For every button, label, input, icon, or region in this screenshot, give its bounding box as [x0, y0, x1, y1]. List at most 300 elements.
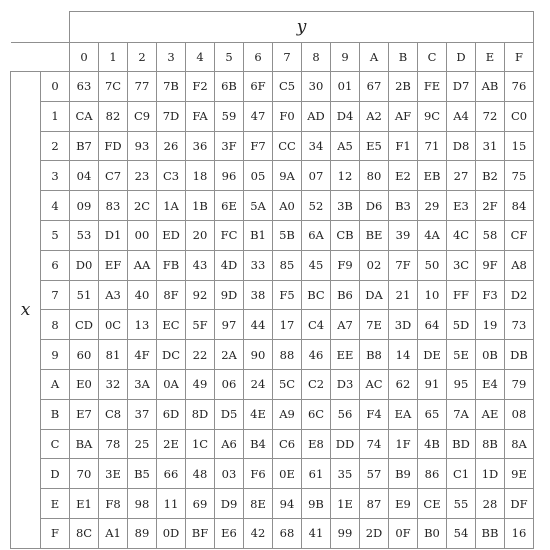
- table-cell: 93: [128, 131, 157, 161]
- table-cell: 4D: [215, 250, 244, 280]
- table-cell: 83: [99, 191, 128, 221]
- table-cell: 3F: [215, 131, 244, 161]
- table-cell: 19: [476, 310, 505, 340]
- table-cell: 60: [70, 340, 99, 370]
- table-cell: 9B: [302, 489, 331, 519]
- column-header: E: [476, 43, 505, 72]
- table-cell: 43: [186, 250, 215, 280]
- table-cell: CF: [505, 220, 534, 250]
- table-cell: C3: [157, 161, 186, 191]
- table-cell: C9: [128, 101, 157, 131]
- table-cell: E7: [70, 399, 99, 429]
- table-cell: 05: [244, 161, 273, 191]
- column-header: 4: [186, 43, 215, 72]
- column-header: 9: [331, 43, 360, 72]
- table-cell: 69: [186, 489, 215, 519]
- table-cell: 0C: [99, 310, 128, 340]
- table-row: [11, 220, 534, 250]
- table-cell: 73: [505, 310, 534, 340]
- table-row: [11, 459, 534, 489]
- table-cell: D2: [505, 280, 534, 310]
- table-cell: 71: [418, 131, 447, 161]
- table-cell: 27: [447, 161, 476, 191]
- table-cell: 90: [244, 340, 273, 370]
- table-cell: 78: [99, 429, 128, 459]
- table-cell: F3: [476, 280, 505, 310]
- table-cell: 8F: [157, 280, 186, 310]
- table-cell: 1C: [186, 429, 215, 459]
- table-cell: 7F: [389, 250, 418, 280]
- table-cell: B9: [389, 459, 418, 489]
- table-cell: C7: [99, 161, 128, 191]
- table-cell: DC: [157, 340, 186, 370]
- table-cell: 1B: [186, 191, 215, 221]
- table-cell: 62: [389, 369, 418, 399]
- table-cell: 07: [302, 161, 331, 191]
- table-cell: 04: [70, 161, 99, 191]
- table-cell: 2C: [128, 191, 157, 221]
- table-cell: 11: [157, 489, 186, 519]
- table-cell: 61: [302, 459, 331, 489]
- table-cell: 0F: [389, 518, 418, 548]
- table-cell: B4: [244, 429, 273, 459]
- row-header: 6: [41, 250, 70, 280]
- table-cell: E0: [70, 369, 99, 399]
- table-cell: B1: [244, 220, 273, 250]
- table-cell: 9A: [273, 161, 302, 191]
- table-cell: 3A: [128, 369, 157, 399]
- table-cell: 3E: [99, 459, 128, 489]
- table-cell: 8E: [244, 489, 273, 519]
- row-header: 2: [41, 131, 70, 161]
- table-cell: 1A: [157, 191, 186, 221]
- table-cell: EE: [331, 340, 360, 370]
- table-cell: 84: [505, 191, 534, 221]
- column-header: 5: [215, 43, 244, 72]
- table-cell: F7: [244, 131, 273, 161]
- table-cell: B6: [331, 280, 360, 310]
- table-cell: 76: [505, 72, 534, 102]
- table-cell: DB: [505, 340, 534, 370]
- blank-corner: [11, 12, 70, 43]
- table-cell: 46: [302, 340, 331, 370]
- table-cell: 66: [157, 459, 186, 489]
- table-cell: 8B: [476, 429, 505, 459]
- table-cell: FA: [186, 101, 215, 131]
- table-cell: 59: [215, 101, 244, 131]
- table-cell: D0: [70, 250, 99, 280]
- table-cell: 51: [70, 280, 99, 310]
- table-cell: A3: [99, 280, 128, 310]
- table-cell: 50: [418, 250, 447, 280]
- table-cell: BA: [70, 429, 99, 459]
- table-cell: CB: [331, 220, 360, 250]
- table-cell: 34: [302, 131, 331, 161]
- table-cell: EB: [418, 161, 447, 191]
- table-cell: 95: [447, 369, 476, 399]
- table-cell: A0: [273, 191, 302, 221]
- table-cell: D1: [99, 220, 128, 250]
- table-row: [11, 518, 534, 548]
- table-cell: EC: [157, 310, 186, 340]
- table-row: [11, 280, 534, 310]
- table-cell: F5: [273, 280, 302, 310]
- table-cell: 40: [128, 280, 157, 310]
- table-cell: 03: [215, 459, 244, 489]
- table-cell: A7: [331, 310, 360, 340]
- table-cell: A6: [215, 429, 244, 459]
- table-cell: 2B: [389, 72, 418, 102]
- table-cell: 3B: [331, 191, 360, 221]
- table-cell: 17: [273, 310, 302, 340]
- table-cell: BE: [360, 220, 389, 250]
- table-row: [11, 72, 534, 102]
- column-header: F: [505, 43, 534, 72]
- x-axis-label: x: [11, 72, 41, 549]
- table-cell: D6: [360, 191, 389, 221]
- table-cell: CC: [273, 131, 302, 161]
- table-cell: 7C: [99, 72, 128, 102]
- table-row: [11, 429, 534, 459]
- table-cell: 2D: [360, 518, 389, 548]
- table-cell: 01: [331, 72, 360, 102]
- table-cell: CD: [70, 310, 99, 340]
- table-cell: D9: [215, 489, 244, 519]
- table-cell: 45: [302, 250, 331, 280]
- table-cell: C4: [302, 310, 331, 340]
- table-cell: 63: [70, 72, 99, 102]
- column-header: A: [360, 43, 389, 72]
- table-cell: F6: [244, 459, 273, 489]
- table-row: [11, 369, 534, 399]
- table-cell: 02: [360, 250, 389, 280]
- table-cell: 75: [505, 161, 534, 191]
- table-cell: F2: [186, 72, 215, 102]
- table-cell: A1: [99, 518, 128, 548]
- table-cell: 80: [360, 161, 389, 191]
- table-cell: 55: [447, 489, 476, 519]
- table-cell: DA: [360, 280, 389, 310]
- table-cell: C6: [273, 429, 302, 459]
- column-header: 6: [244, 43, 273, 72]
- table-cell: 0D: [157, 518, 186, 548]
- row-header: 3: [41, 161, 70, 191]
- table-cell: 1E: [331, 489, 360, 519]
- table-cell: 65: [418, 399, 447, 429]
- table-cell: BF: [186, 518, 215, 548]
- table-cell: 4A: [418, 220, 447, 250]
- table-cell: B2: [476, 161, 505, 191]
- table-cell: 7B: [157, 72, 186, 102]
- sbox-body: [11, 12, 534, 549]
- row-header: 1: [41, 101, 70, 131]
- table-cell: 4F: [128, 340, 157, 370]
- table-cell: B7: [70, 131, 99, 161]
- table-cell: 7D: [157, 101, 186, 131]
- table-cell: A4: [447, 101, 476, 131]
- table-cell: E2: [389, 161, 418, 191]
- table-cell: E8: [302, 429, 331, 459]
- column-header: 0: [70, 43, 99, 72]
- table-cell: 77: [128, 72, 157, 102]
- table-cell: 82: [99, 101, 128, 131]
- row-header: 4: [41, 191, 70, 221]
- table-row: [11, 489, 534, 519]
- table-cell: 8D: [186, 399, 215, 429]
- table-cell: 88: [273, 340, 302, 370]
- table-cell: 09: [70, 191, 99, 221]
- table-cell: E4: [476, 369, 505, 399]
- table-cell: 9E: [505, 459, 534, 489]
- table-cell: 99: [331, 518, 360, 548]
- table-cell: 20: [186, 220, 215, 250]
- table-cell: FE: [418, 72, 447, 102]
- table-cell: FD: [99, 131, 128, 161]
- table-cell: 41: [302, 518, 331, 548]
- table-cell: 87: [360, 489, 389, 519]
- table-cell: 98: [128, 489, 157, 519]
- table-cell: 58: [476, 220, 505, 250]
- table-cell: 81: [99, 340, 128, 370]
- table-cell: F9: [331, 250, 360, 280]
- column-header: B: [389, 43, 418, 72]
- table-cell: 10: [418, 280, 447, 310]
- table-cell: B0: [418, 518, 447, 548]
- table-cell: 30: [302, 72, 331, 102]
- table-cell: 35: [331, 459, 360, 489]
- table-cell: BB: [476, 518, 505, 548]
- table-cell: 23: [128, 161, 157, 191]
- table-cell: A9: [273, 399, 302, 429]
- row-header: 8: [41, 310, 70, 340]
- table-cell: 68: [273, 518, 302, 548]
- table-cell: FC: [215, 220, 244, 250]
- table-cell: 31: [476, 131, 505, 161]
- column-header: C: [418, 43, 447, 72]
- table-cell: 9D: [215, 280, 244, 310]
- table-cell: 5E: [447, 340, 476, 370]
- table-cell: 70: [70, 459, 99, 489]
- table-cell: 0E: [273, 459, 302, 489]
- table-cell: 15: [505, 131, 534, 161]
- table-cell: 9C: [418, 101, 447, 131]
- table-cell: 39: [389, 220, 418, 250]
- table-cell: 49: [186, 369, 215, 399]
- table-cell: CA: [70, 101, 99, 131]
- table-cell: 91: [418, 369, 447, 399]
- table-cell: D4: [331, 101, 360, 131]
- column-header: 8: [302, 43, 331, 72]
- table-cell: 12: [331, 161, 360, 191]
- table-cell: E9: [389, 489, 418, 519]
- table-cell: 48: [186, 459, 215, 489]
- table-row: [11, 340, 534, 370]
- column-header-row: [11, 43, 534, 72]
- table-cell: B5: [128, 459, 157, 489]
- table-cell: C0: [505, 101, 534, 131]
- table-cell: 21: [389, 280, 418, 310]
- table-cell: 85: [273, 250, 302, 280]
- table-cell: 57: [360, 459, 389, 489]
- table-cell: BD: [447, 429, 476, 459]
- table-cell: 18: [186, 161, 215, 191]
- row-header: E: [41, 489, 70, 519]
- table-cell: EF: [99, 250, 128, 280]
- table-cell: 97: [215, 310, 244, 340]
- table-cell: 79: [505, 369, 534, 399]
- table-cell: 14: [389, 340, 418, 370]
- table-cell: 47: [244, 101, 273, 131]
- table-cell: 4B: [418, 429, 447, 459]
- table-cell: EA: [389, 399, 418, 429]
- table-cell: 1F: [389, 429, 418, 459]
- table-cell: 2F: [476, 191, 505, 221]
- column-header: D: [447, 43, 476, 72]
- table-cell: 38: [244, 280, 273, 310]
- column-header: 1: [99, 43, 128, 72]
- table-cell: CE: [418, 489, 447, 519]
- table-cell: D5: [215, 399, 244, 429]
- y-axis-label: y: [70, 12, 534, 43]
- table-cell: FF: [447, 280, 476, 310]
- table-cell: C2: [302, 369, 331, 399]
- table-cell: F0: [273, 101, 302, 131]
- table-cell: 72: [476, 101, 505, 131]
- table-cell: AF: [389, 101, 418, 131]
- table-cell: 6A: [302, 220, 331, 250]
- table-cell: 36: [186, 131, 215, 161]
- table-cell: 7E: [360, 310, 389, 340]
- table-cell: 2A: [215, 340, 244, 370]
- table-cell: 5D: [447, 310, 476, 340]
- table-cell: 3D: [389, 310, 418, 340]
- table-cell: B8: [360, 340, 389, 370]
- table-cell: DD: [331, 429, 360, 459]
- table-row: [11, 101, 534, 131]
- table-cell: 67: [360, 72, 389, 102]
- table-cell: 2E: [157, 429, 186, 459]
- table-cell: 5F: [186, 310, 215, 340]
- table-cell: E6: [215, 518, 244, 548]
- table-cell: AC: [360, 369, 389, 399]
- table-cell: DF: [505, 489, 534, 519]
- table-cell: 0A: [157, 369, 186, 399]
- table-cell: 54: [447, 518, 476, 548]
- table-cell: 0B: [476, 340, 505, 370]
- table-row: [11, 161, 534, 191]
- table-cell: 89: [128, 518, 157, 548]
- table-cell: 37: [128, 399, 157, 429]
- table-cell: 6D: [157, 399, 186, 429]
- table-cell: BC: [302, 280, 331, 310]
- row-header: 5: [41, 220, 70, 250]
- blank-corner-2: [11, 43, 70, 72]
- sbox-table: [10, 11, 534, 549]
- column-header: 2: [128, 43, 157, 72]
- table-cell: 5B: [273, 220, 302, 250]
- table-cell: AE: [476, 399, 505, 429]
- table-cell: 5A: [244, 191, 273, 221]
- table-cell: 28: [476, 489, 505, 519]
- table-cell: 8C: [70, 518, 99, 548]
- table-cell: 52: [302, 191, 331, 221]
- table-cell: AA: [128, 250, 157, 280]
- table-cell: A8: [505, 250, 534, 280]
- table-cell: 9F: [476, 250, 505, 280]
- table-cell: 00: [128, 220, 157, 250]
- row-header: 7: [41, 280, 70, 310]
- table-cell: 26: [157, 131, 186, 161]
- table-cell: 6F: [244, 72, 273, 102]
- table-cell: 4E: [244, 399, 273, 429]
- table-cell: E3: [447, 191, 476, 221]
- table-row: [11, 131, 534, 161]
- table-cell: 74: [360, 429, 389, 459]
- table-cell: 32: [99, 369, 128, 399]
- table-cell: C1: [447, 459, 476, 489]
- table-cell: A5: [331, 131, 360, 161]
- row-header: B: [41, 399, 70, 429]
- table-cell: AD: [302, 101, 331, 131]
- table-cell: 44: [244, 310, 273, 340]
- table-cell: E5: [360, 131, 389, 161]
- table-cell: 53: [70, 220, 99, 250]
- table-cell: 7A: [447, 399, 476, 429]
- table-cell: 29: [418, 191, 447, 221]
- table-cell: 42: [244, 518, 273, 548]
- table-row: [11, 310, 534, 340]
- table-cell: 1D: [476, 459, 505, 489]
- row-header: F: [41, 518, 70, 548]
- row-header: 9: [41, 340, 70, 370]
- row-header: D: [41, 459, 70, 489]
- table-cell: 92: [186, 280, 215, 310]
- row-header: 0: [41, 72, 70, 102]
- table-cell: 08: [505, 399, 534, 429]
- table-cell: 25: [128, 429, 157, 459]
- table-cell: ED: [157, 220, 186, 250]
- table-cell: F4: [360, 399, 389, 429]
- table-cell: 8A: [505, 429, 534, 459]
- table-cell: 86: [418, 459, 447, 489]
- table-cell: B3: [389, 191, 418, 221]
- table-row: [11, 250, 534, 280]
- table-cell: 06: [215, 369, 244, 399]
- table-cell: E1: [70, 489, 99, 519]
- table-cell: 4C: [447, 220, 476, 250]
- table-cell: A2: [360, 101, 389, 131]
- column-header: 7: [273, 43, 302, 72]
- table-cell: 6C: [302, 399, 331, 429]
- table-cell: F8: [99, 489, 128, 519]
- column-header: 3: [157, 43, 186, 72]
- table-cell: C8: [99, 399, 128, 429]
- row-header: C: [41, 429, 70, 459]
- table-cell: DE: [418, 340, 447, 370]
- table-cell: 6E: [215, 191, 244, 221]
- table-cell: 24: [244, 369, 273, 399]
- table-cell: D3: [331, 369, 360, 399]
- table-cell: C5: [273, 72, 302, 102]
- table-cell: 3C: [447, 250, 476, 280]
- table-cell: 96: [215, 161, 244, 191]
- table-row: [11, 191, 534, 221]
- row-header: A: [41, 369, 70, 399]
- table-cell: 5C: [273, 369, 302, 399]
- table-cell: 56: [331, 399, 360, 429]
- table-cell: 6B: [215, 72, 244, 102]
- table-cell: 64: [418, 310, 447, 340]
